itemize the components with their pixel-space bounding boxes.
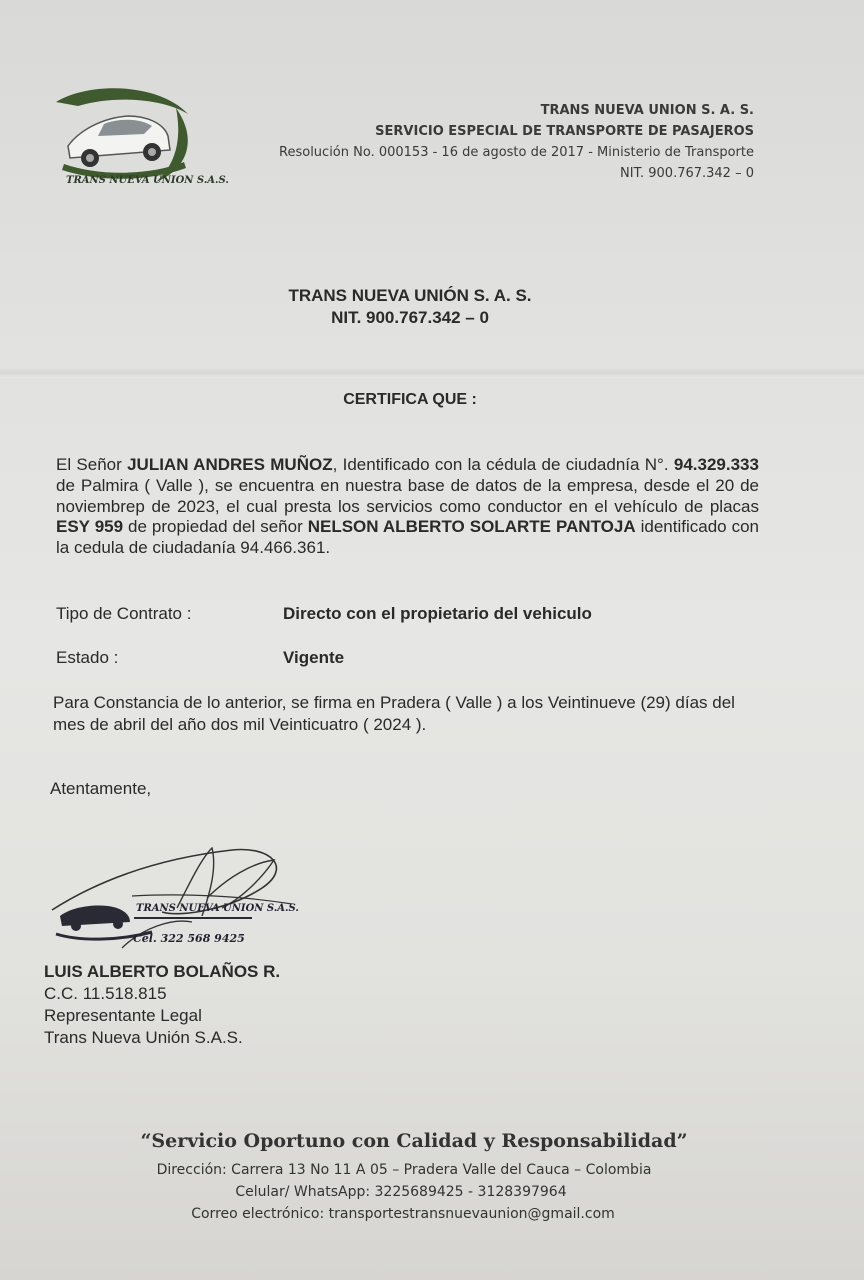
footer-email: Correo electrónico: transportestransnuevaunion@gmail.com [191,1206,615,1222]
owner-name: NELSON ALBERTO SOLARTE PANTOJA [307,517,636,537]
paper-fold [0,368,864,378]
document-title [0,285,820,329]
contract-type-label: Tipo de Contrato : [56,604,192,623]
certificate-body [56,455,759,559]
employee-name: JULIAN ANDRES MUÑOZ [127,455,333,474]
body-text-4: de propiedad del señor [123,517,308,537]
header-service: SERVICIO ESPECIAL DE TRANSPORTE DE PASAJEROS [375,124,754,139]
body-text-1: El Señor [56,455,128,474]
stamp-phone: Cel. 322 568 9425 [133,932,245,945]
logo-text: TRANS NUEVA UNION S.A.S. [66,175,229,186]
signer-id: C.C. 11.518.815 [44,984,167,1003]
header-nit: NIT. 900.767.342 – 0 [620,166,754,181]
status-label: Estado : [56,648,119,667]
status-value: Vigente [283,648,345,667]
contract-type-row [56,604,592,624]
signer-company: Trans Nueva Unión S.A.S. [44,1028,243,1047]
header-resolution: Resolución No. 000153 - 16 de agosto de 2017 - Ministerio de Transporte [279,145,754,160]
title-nit: NIT. 900.767.342 – 0 [331,308,489,327]
letterhead [279,100,754,184]
signer-role: Representante Legal [44,1006,202,1025]
header-company: TRANS NUEVA UNION S. A. S. [540,103,754,118]
body-text-3: de Palmira ( Valle ), se encuentra en nuestra base de datos de la empresa, desde el 20 de noviembrep de 2023, el cual presta los servicios como conductor en el vehículo de placas [56,475,759,516]
salutation: Atentamente, [50,779,152,798]
stamp-company-name: TRANS NUEVA UNION S.A.S. [136,903,299,914]
title-company: TRANS NUEVA UNIÓN S. A. S. [288,286,532,305]
certifica-heading: CERTIFICA QUE : [343,391,477,408]
employee-id: 94.329.333 [673,455,759,474]
footer-motto: “Servicio Oportuno con Calidad y Responsabilidad” [140,1130,688,1152]
contract-type-value: Directo con el propietario del vehiculo [283,604,592,623]
footer-address: Dirección: Carrera 13 No 11 A 05 – Pradera Valle del Cauca – Colombia [156,1162,652,1178]
body-text-5: identificado con la cedula de ciudadanía 94.466.361. [56,517,760,558]
signer-block [44,961,280,1049]
signer-name: LUIS ALBERTO BOLAÑOS R. [44,962,281,981]
status-row [56,648,345,668]
footer-phone: Celular/ WhatsApp: 3225689425 - 3128397964 [235,1184,567,1200]
vehicle-plate: ESY 959 [56,517,124,537]
closing-paragraph: Para Constancia de lo anterior, se firma en Pradera ( Valle ) a los Veintinueve (29) días del mes de abril del año dos mil Veinticuatro ( 2024 ). [53,693,735,734]
body-text-2: , Identificado con la cédula de ciudadnía N°. [332,455,674,474]
